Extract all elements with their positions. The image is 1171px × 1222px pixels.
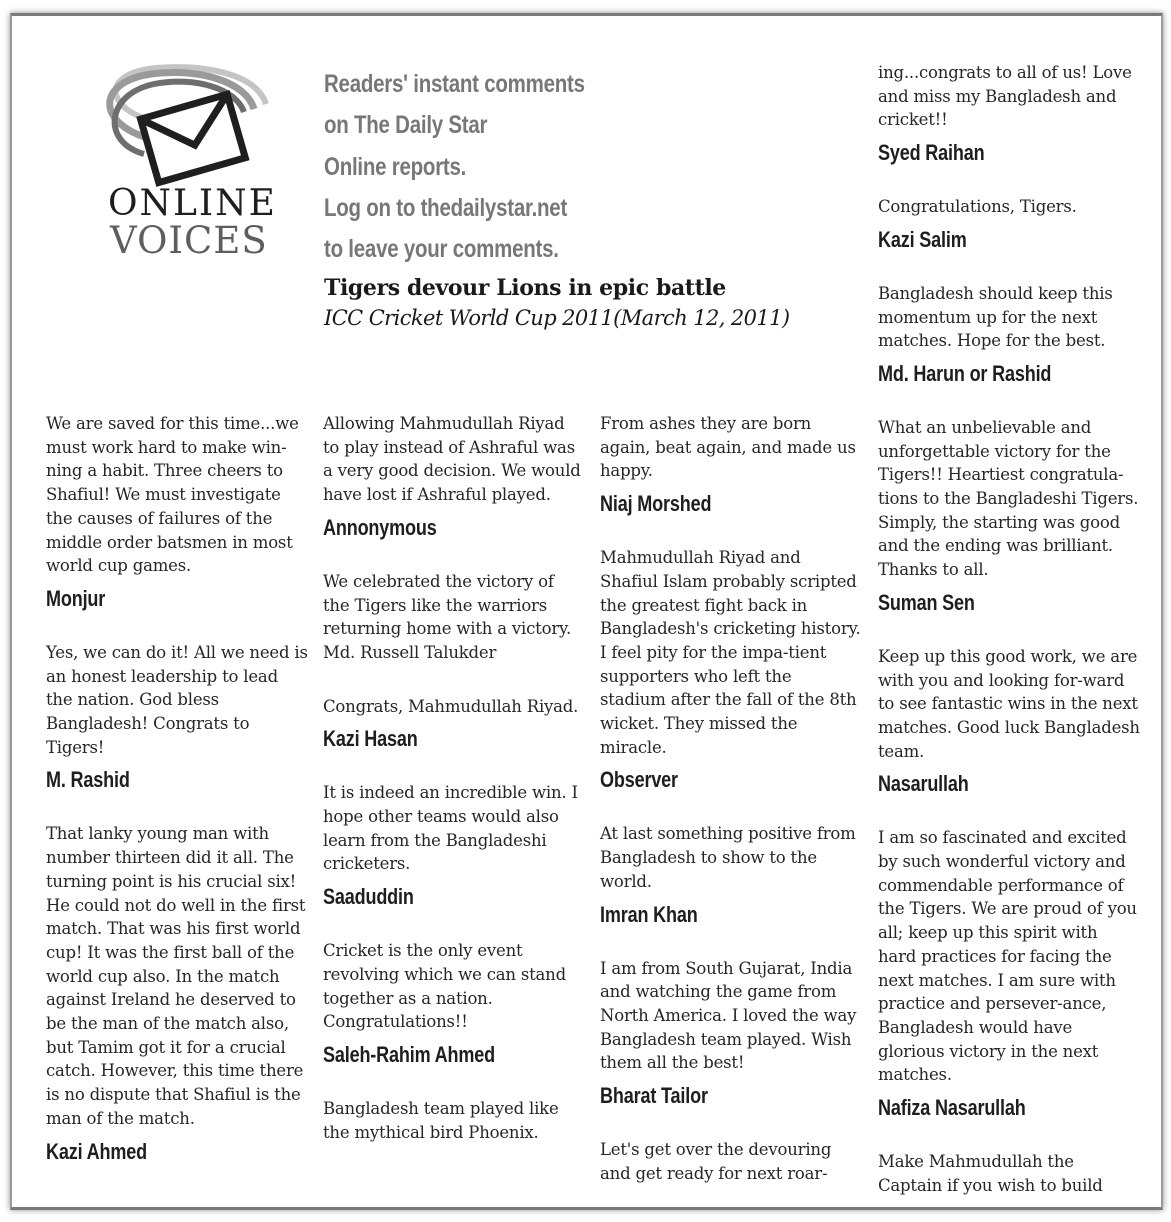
commenter-name: Kazi Hasan [323,726,418,752]
comment-text: At last something positive from Bangladesh to show to the world. [600,824,856,891]
comment-text: Keep up this good work, we are with you and looking for-ward to see fantastic wins in the next matches. Good luck Bangladesh team. [878,646,1140,761]
comment-text: We are saved for this time...we must work hard to make win-ning a habit. Three cheers to Shafiul! We must investigate the causes of failures of the middle order batsmen in most world cup games. [46,414,299,576]
commenter-name: Saaduddin [323,884,414,910]
comment-text: Make Mahmudullah the Captain if you wish to build [878,1152,1103,1195]
commenter-name: Niaj Morshed [600,491,712,517]
comment-text: Allowing Mahmudullah Riyad to play instead of Ashraful was a very good decision. We would have lost if Ashraful played. [323,414,581,505]
comment-text: ing...congrats to all of us! Love and miss my Bangladesh and cricket!! [878,63,1132,130]
comment-text: I am from South Gujarat, India and watching the game from North America. I loved the way Bangladesh team played. Wish them all the best! [600,958,857,1073]
comment-text: Bangladesh team played like the mythical bird Phoenix. [323,1098,559,1142]
commenter-name: Monjur [46,585,106,611]
commenter-name: Bharat Tailor [600,1083,708,1109]
comment-text: Congratulations, Tigers. [878,197,1077,217]
comment-text: Cricket is the only event revolving which we can stand together as a nation. Congratulations!! [323,941,566,1032]
comment-text: Yes, we can do it! All we need is an honest leadership to lead the nation. God bless Bangladesh! Congrats to Tigers! [46,642,308,757]
commenter-name: Saleh-Rahim Ahmed [323,1041,495,1067]
comment-text: Let's get over the devouring and get ready for next roar- [600,1140,832,1183]
story-title: Tigers devour Lions in epic battle [324,275,726,301]
comment-text: Mahmudullah Riyad and Shafiul Islam probably scripted the greatest fight back in Bangladesh's cricketing history. I feel pity for the impa-tient supporters who left the stadium after the fall of the 8th wicket. They missed the miracle. [600,548,861,757]
online-voices-logo [96,64,276,269]
comment-text: We celebrated the victory of the Tigers like the warriors returning home with a victory. Md. Russell Talukder [323,571,572,662]
commenter-name: Md. Harun or Rashid [878,360,1052,386]
comment-column-4 [878,61,1140,1198]
intro-line: Online reports. [324,152,467,181]
comment-text: Bangladesh should keep this momentum up for the next matches. Hope for the best. [878,283,1113,351]
comment-column-2 [323,412,585,1144]
commenter-name: Syed Raihan [878,140,985,166]
comment-text: What an unbelievable and unforgettable victory for the Tigers!! Heartiest congratula-tions to the Bangladeshi Tigers. Simply, the starting was good and the ending was brilliant. Thanks to all. [878,417,1139,580]
commenter-name: M. Rashid [46,767,130,793]
logo-text-online: ONLINE [108,183,277,224]
intro-text [324,64,619,270]
comment-column-3 [600,412,862,1185]
comment-text: It is indeed an incredible win. I hope other teams would also learn from the Bangladeshi cricketers. [323,783,578,874]
envelope-icon [96,64,276,194]
intro-line: Readers' instant comments [324,70,585,98]
commenter-name: Nafiza Nasarullah [878,1095,1026,1121]
comment-text: That lanky young man with number thirteen did it all. The turning point is his crucial six! He could not do well in the first match. That was his first world cup! It was the first ball of the world cup also. In the match against Ireland he deserved to be the man of the match also, but Tamim got it for a crucial catch. However, this time there is no dispute that Shafiul is the man of the match. [46,824,306,1128]
comment-text: Congrats, Mahmudullah Riyad. [323,696,579,716]
commenter-name: Observer [600,767,678,793]
commenter-name: Kazi Ahmed [46,1138,147,1164]
story-subtitle: ICC Cricket World Cup 2011(March 12, 2011) [324,306,790,330]
commenter-name: Annonymous [323,514,437,540]
commenter-name: Suman Sen [878,589,975,615]
commenter-name: Nasarullah [878,771,969,797]
intro-line: Log on to thedailystar.net [324,193,568,222]
comment-text: I am so fascinated and excited by such wonderful victory and commendable performance of the Tigers. We are proud of you all; keep up this spirit with hard practices for facing the next matches. I am sure with practice and persever-ance, Bangladesh would have glorious victory in the next matches. [878,828,1137,1085]
commenter-name: Kazi Salim [878,226,967,252]
commenter-name: Imran Khan [600,901,698,927]
intro-line: to leave your comments. [324,235,559,264]
comment-column-1 [46,412,308,1164]
logo-text-voices: VOICES [110,219,268,262]
intro-line: on The Daily Star [324,111,488,140]
comment-text: From ashes they are born again, beat again, and made us happy. [600,414,856,481]
